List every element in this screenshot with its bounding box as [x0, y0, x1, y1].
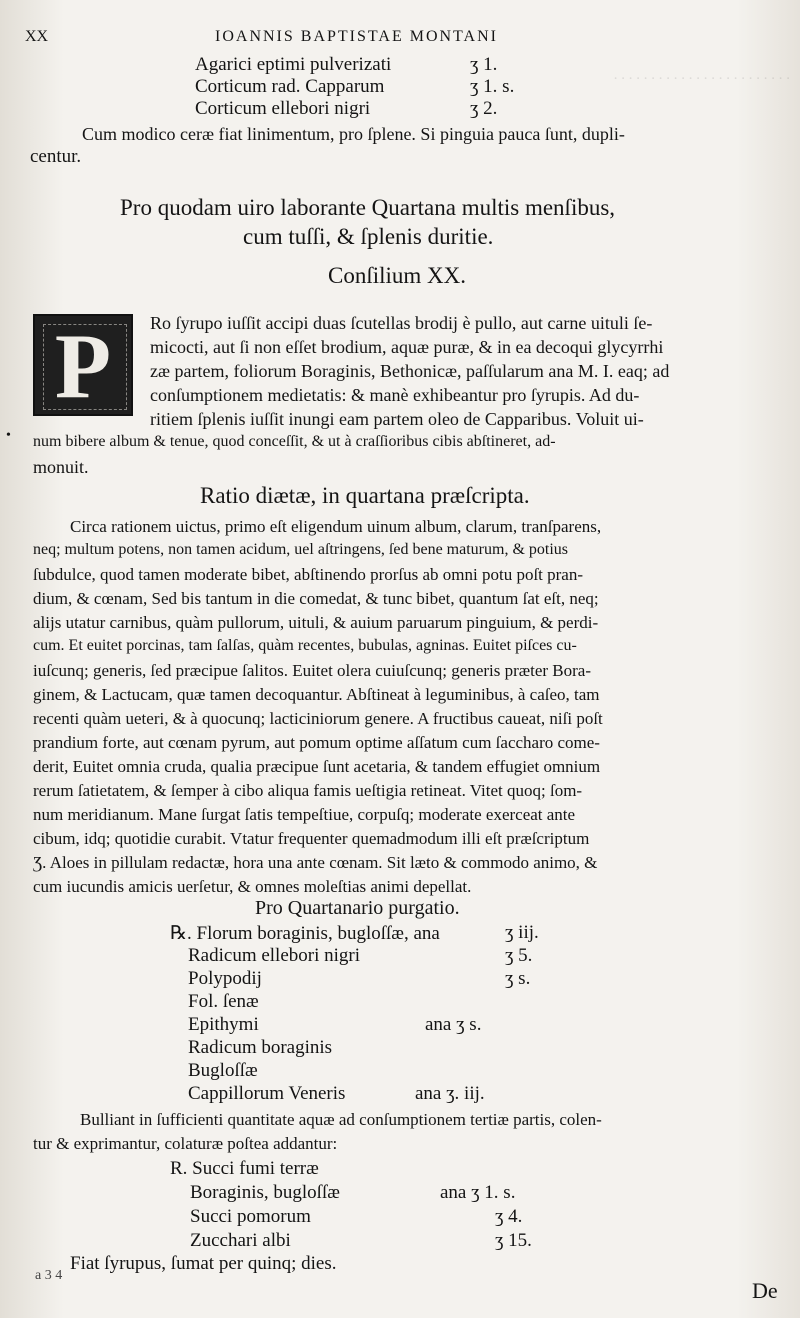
text-line: ſubdulce, quod tamen moderate bibet, abſtinendo prorſus ab omni potu poſt pran- [33, 565, 584, 584]
text-line: num meridianum. Mane ſurgat ſatis tempeſtiue, corpuſq; moderate exerceat ante [33, 805, 576, 824]
text-line: num bibere album & tenue, quod conceſſit, & ut à craſſioribus cibis abſtineret, ad- [33, 433, 556, 450]
recipe3-head: R. Succi fumi terræ [170, 1158, 319, 1179]
recipe2-line: Polypodij [188, 968, 262, 989]
text-line: tur & exprimantur, colaturæ poſtea addantur: [33, 1134, 338, 1153]
recipe1-line: Corticum ellebori nigri [195, 98, 371, 119]
recipe1-line: Corticum rad. Capparum [195, 76, 385, 97]
text-line: Ro ſyrupo iuſſit accipi duas ſcutellas brodij è pullo, aut carne uituli ſe- [150, 313, 653, 333]
text-line: monuit. [33, 457, 89, 477]
text-line: derit, Euitet omnia cruda, qualia præcipue ſunt acetaria, & tandem effugiet omnium [33, 757, 601, 776]
recipe2-quantity: ʒ 5. [505, 945, 533, 966]
text-line: conſumptionem medietatis: & manè exhibeantur pro ſyrupis. Ad du- [150, 385, 640, 405]
decorated-initial [33, 314, 133, 416]
text-line: prandium forte, aut cœnam pyrum, aut pomum optime aſſatum cum ſaccharo come- [33, 733, 600, 752]
initial-letter: P [54, 315, 112, 417]
recipe2-line: Epithymi [188, 1014, 259, 1035]
bleed-through-text: . . . . . . . . . . . . . . . . . . . . . . . . [613, 67, 790, 83]
catchword: De [752, 1278, 778, 1303]
consilium-title: Pro quodam uiro laborante Quartana multis menſibus, [120, 195, 616, 220]
recipe3-line: Zucchari albi [190, 1230, 291, 1251]
folio-number: XX [25, 28, 49, 45]
recipe2-line: Radicum boraginis [188, 1037, 333, 1058]
recipe2-line: Fol. ſenæ [188, 991, 259, 1012]
recipe1-line: Agarici eptimi pulverizati [195, 54, 392, 75]
recipe3-line: Succi pomorum [190, 1206, 311, 1227]
recipe1-quantity: ʒ 1. [470, 54, 498, 75]
recipe1-quantity: ʒ 2. [470, 98, 498, 119]
text-line: centur. [30, 146, 82, 167]
text-line: cum iucundis amicis uerſetur, & omnes moleſtias animi depellat. [33, 877, 472, 896]
recipe1-quantity: ʒ 1. s. [470, 76, 515, 97]
consilium-heading: Conſilium XX. [328, 263, 467, 288]
text-line: iuſcunq; generis, ſed præcipue ſalitos. Euitet olera cuiuſcunq; generis præter Bora- [33, 661, 592, 680]
margin-mark: • [6, 428, 11, 443]
text-line: cibum, idq; quotidie curabit. Vtatur frequenter quemadmodum illi eſt præſcriptum [33, 829, 590, 848]
signature-mark: a 3 4 [35, 1268, 63, 1283]
recipe3-quantity: ana ʒ 1. s. [440, 1182, 516, 1203]
recipe2-quantity: ana ʒ s. [425, 1014, 482, 1035]
recipe3-quantity: ʒ 4. [495, 1206, 523, 1227]
text-line: alijs utatur carnibus, quàm pullorum, uituli, & auium paruarum pinguium, & perdi- [33, 613, 599, 632]
recipe2-line: Cappillorum Veneris [188, 1083, 346, 1104]
text-line: Bulliant in ſufficienti quantitate aquæ ad conſumptionem tertiæ partis, colen- [80, 1110, 602, 1129]
recipe2-quantity: ʒ s. [505, 968, 531, 989]
text-line: dium, & cœnam, Sed bis tantum in die comedat, & tunc bibet, quantum ſat eſt, neq; [33, 589, 599, 608]
consilium-title: cum tuſſi, & ſplenis duritie. [243, 224, 494, 249]
recipe2-quantity: ana ʒ. iij. [415, 1083, 485, 1104]
text-line: neq; multum potens, non tamen acidum, uel aſtringens, ſed bene maturum, & potius [33, 541, 569, 558]
recipe3-quantity: ʒ 15. [495, 1230, 532, 1251]
text-line: recenti quàm ueteri, & à quocunq; lacticiniorum genere. A fructibus caueat, niſi poſt [33, 709, 603, 728]
recipe3-line: Boraginis, bugloſſæ [190, 1182, 340, 1203]
text-line: rerum ſatietatem, & ſemper à cibo aliqua famis ueſtigia retineat. Vitet quoq; ſom- [33, 781, 583, 800]
text-line: ritiem ſplenis iuſſit inungi eam partem oleo de Capparibus. Voluit ui- [150, 409, 644, 429]
text-line: cum. Et euitet porcinas, tam ſalſas, quàm recentes, bubulas, agninas. Euitet piſces cu- [33, 637, 577, 654]
closing-line: Fiat ſyrupus, ſumat per quinq; dies. [70, 1253, 337, 1274]
page-header [25, 28, 785, 50]
recipe2-quantity: ʒ iij. [505, 922, 539, 943]
recipe2-line: Bugloſſæ [188, 1060, 258, 1081]
recipe2-line: ℞. Florum boraginis, bugloſſæ, ana [170, 923, 440, 944]
text-line: micocti, aut ſi non eſſet brodium, aquæ puræ, & in ea decoqui glycyrrhi [150, 337, 664, 357]
text-line: Cum modico ceræ fiat linimentum, pro ſplene. Si pinguia pauca ſunt, dupli- [82, 124, 625, 144]
text-line: Circa rationem uictus, primo eſt eligendum uinum album, clarum, tranſparens, [70, 517, 602, 536]
recipe2-line: Radicum ellebori nigri [188, 945, 361, 966]
ratio-heading: Ratio diætæ, in quartana præſcripta. [200, 483, 530, 508]
purgatio-heading: Pro Quartanario purgatio. [255, 897, 460, 919]
text-line: zæ partem, foliorum Boraginis, Bethonicæ, paſſularum ana M. I. eaq; ad [150, 361, 670, 381]
text-line: Ʒ. Aloes in pillulam redactæ, hora una ante cœnam. Sit læto & commodo animo, & [33, 853, 598, 872]
text-line: ginem, & Lactucam, quæ tamen decoquantur. Abſtineat à leguminibus, à caſeo, tam [33, 685, 600, 704]
running-title: IOANNIS BAPTISTAE MONTANI [215, 28, 498, 45]
